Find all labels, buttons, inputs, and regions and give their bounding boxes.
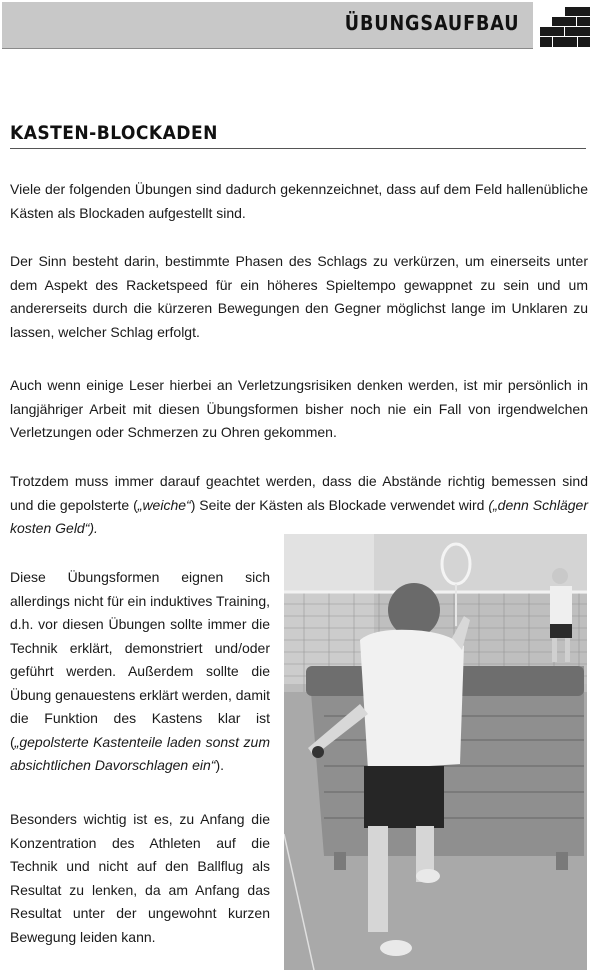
paragraph-4-quote-geld: („denn Schläger kosten Geld“). — [10, 496, 588, 536]
paragraph-6: Besonders wichtig ist es, zu Anfang die Konzentration des Athleten auf die Technik und nicht auf den Ballflug als Resultat zu lenken, da am Anfang das Resultat unter der ungewohnt kurzen Bewegung leiden kann. — [10, 811, 270, 945]
section-heading: KASTEN-BLOCKADEN — [10, 122, 218, 144]
paragraph-1: Viele der folgenden Übungen sind dadurch gekennzeichnet, dass auf dem Feld hallenübliche Kästen als Blockaden aufgestellt sind. — [10, 181, 588, 221]
paragraph-4-text-c: ) Seite der Kästen als Blockade verwendet wird — [190, 496, 489, 513]
paragraph-3: Auch wenn einige Leser hierbei an Verletzungsrisiken denken werden, ist mir persönlich in langjähriger Arbeit mit diesen Übungsformen bisher noch nie ein Fall von irgendwelchen Verletzungen oder Schmerzen zu Ohren gekommen. — [10, 377, 588, 440]
training-photo — [284, 534, 587, 970]
header-bar — [2, 2, 533, 49]
paragraph-5-text-c: ). — [215, 757, 225, 773]
paragraph-5-text-a: Diese Übungsformen eignen sich allerdings nicht für ein induktives Training, d.h. vor diesen Übungen sollte immer die Technik erklärt, demonstriert und/oder geführt werden. Außerdem sollte die Übung genauestens erklärt werden, damit die Funktion des Kastens klar ist ( — [10, 569, 270, 750]
heading-underline — [10, 148, 586, 149]
header-title: ÜBUNGSAUFBAU — [344, 11, 519, 35]
brick-wall-icon — [539, 6, 591, 48]
paragraph-5-quote: „gepolsterte Kastenteile laden sonst zum absichtlichen Davorschlagen ein“ — [10, 733, 270, 773]
paragraph-4 — [10, 470, 588, 541]
paragraph-4-text-a: Trotzdem muss immer darauf geachtet werden, dass die Abstände richtig bemessen sind und die gepolsterte ( — [10, 473, 588, 513]
paragraph-4-quote-weiche: „weiche“ — [137, 496, 191, 513]
paragraph-5 — [10, 566, 270, 778]
paragraph-2: Der Sinn besteht darin, bestimmte Phasen des Schlags zu verkürzen, um einerseits unter dem Aspekt des Racketspeed für ein höheres Spieltempo gewappnet zu sein und um andererseits durch die kürzeren Bewegungen den Gegner möglichst lange im Unklaren zu lassen, welcher Schlag erfolgt. — [10, 253, 588, 340]
